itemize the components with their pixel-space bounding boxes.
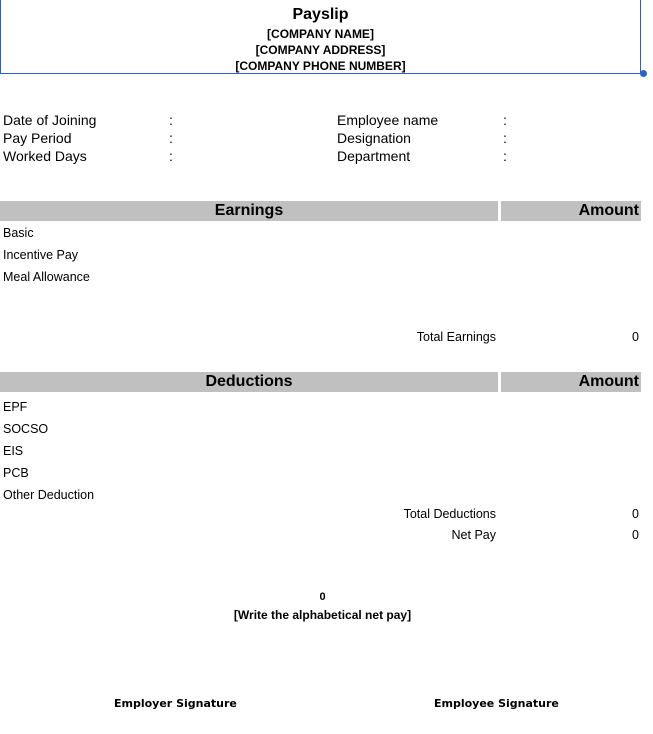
deductions-amount-band — [501, 372, 641, 392]
worked-days-colon: : — [169, 148, 173, 164]
total-deductions-value: 0 — [632, 507, 639, 521]
designation-label: Designation — [337, 130, 411, 146]
total-earnings-value: 0 — [632, 330, 639, 344]
earnings-amount-heading: Amount — [578, 202, 639, 219]
deduction-item-other: Other Deduction — [3, 488, 95, 502]
earning-item-meal-allowance: Meal Allowance — [3, 270, 90, 284]
earnings-heading: Earnings — [214, 202, 284, 219]
department-label: Department — [337, 148, 411, 164]
earnings-amount-band — [501, 201, 641, 221]
net-pay-label: Net Pay — [451, 528, 496, 542]
deduction-item-socso: SOCSO — [3, 422, 49, 436]
employee-name-label: Employee name — [337, 112, 439, 128]
deduction-item-eis: EIS — [3, 444, 24, 458]
earning-item-incentive-pay: Incentive Pay — [3, 248, 79, 262]
company-address: [COMPANY ADDRESS] — [255, 43, 386, 57]
deduction-item-pcb: PCB — [3, 466, 29, 480]
earning-item-basic: Basic — [3, 226, 34, 240]
employer-signature-label: Employer Signature — [114, 697, 237, 710]
deduction-item-epf: EPF — [3, 400, 28, 414]
date-of-joining-label: Date of Joining — [3, 112, 97, 128]
deductions-amount-heading: Amount — [578, 373, 639, 390]
date-of-joining-colon: : — [169, 112, 173, 128]
total-deductions-label: Total Deductions — [403, 507, 496, 521]
designation-colon: : — [503, 130, 507, 146]
payslip-title: Payslip — [292, 6, 349, 23]
company-phone: [COMPANY PHONE NUMBER] — [235, 59, 406, 73]
earnings-header-band — [0, 201, 498, 221]
employee-name-colon: : — [503, 112, 507, 128]
deductions-heading: Deductions — [205, 373, 293, 390]
resize-handle-icon[interactable] — [640, 70, 647, 77]
total-earnings-label: Total Earnings — [416, 330, 496, 344]
company-name: [COMPANY NAME] — [267, 27, 374, 41]
department-colon: : — [503, 148, 507, 164]
net-pay-words-value: 0 — [319, 591, 326, 603]
net-pay-words-placeholder[interactable]: [Write the alphabetical net pay] — [233, 608, 412, 622]
pay-period-colon: : — [169, 130, 173, 146]
pay-period-label: Pay Period — [3, 130, 72, 146]
net-pay-value: 0 — [632, 528, 639, 542]
employee-signature-label: Employee Signature — [434, 697, 559, 710]
deductions-header-band — [0, 372, 498, 392]
worked-days-label: Worked Days — [3, 148, 87, 164]
